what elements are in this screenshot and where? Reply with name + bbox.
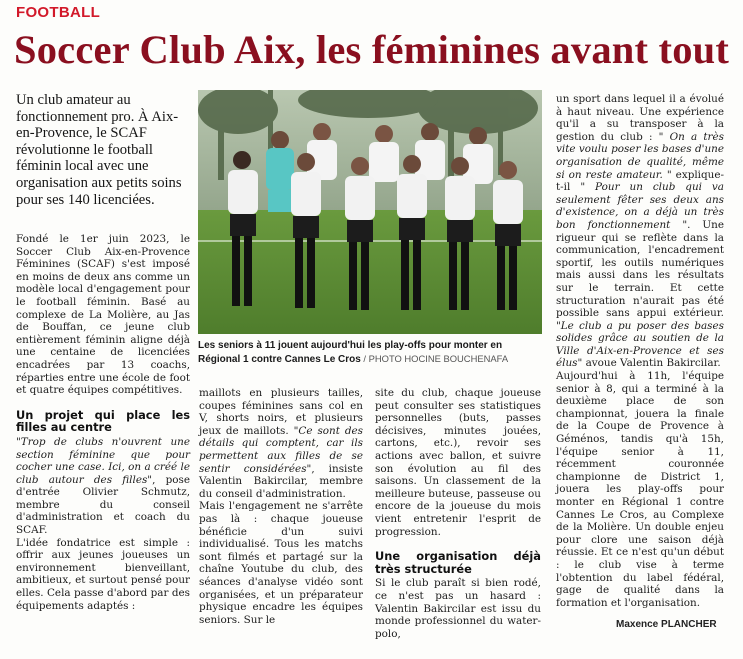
article-lead: Un club amateur au fonctionnement pro. À Aix-en-Provence, le SCAF révolutionne le football féminin local avec une organisation aux petits soins pour ses 140 licenciées. xyxy=(16,92,182,208)
article-headline: Soccer Club Aix, les féminines avant tout xyxy=(14,27,730,72)
team-photo xyxy=(198,90,542,334)
quote: "Trop de clubs n'ouvrent une section féminine que pour cocher une case. Ici, on a créé le club autour des filles" xyxy=(16,435,190,486)
paragraph: Si le club paraît si bien rodé, ce n'est pas un hasard : Valentin Bakircilar est issu du monde professionnel du water-polo, xyxy=(375,577,541,640)
caption-text: Les seniors à 11 jouent aujourd'hui les play-offs pour monter en Régional 1 contre Cannes Le Cros xyxy=(198,340,503,365)
quote: "Ce sont des détails qui comptent, car ils permettent aux filles de se sentir considérées" xyxy=(199,424,363,475)
text-run: un sport dans lequel il a évolué à haut niveau. Une expérience qu'il a su transposer à la gestion du club : xyxy=(556,93,724,143)
quote: "Le club a pu poser des bases solides grâce au soutien de la Ville d'Aix-en-Provence et ses élus" xyxy=(556,319,724,370)
paragraph xyxy=(199,387,363,500)
paragraph: Aujourd'hui à 11h, l'équipe senior à 8, qui a terminé à la deuxième place de son championnat, jouera la finale de la Coupe de Provence à Géménos, tandis qu'à 15h, l'équipe senior à 11, récemment couronnée championne de District 1, jouera les play-offs pour monter en Régional 1 contre Cannes Le Cros, au Complexe de la Molière. Un double enjeu pour clore une saison déjà réussie. Et ce n'est qu'un début : le club vise à terme l'obtention du label fédéral, gage de qualité dans la formation et l'organisation. xyxy=(556,370,724,609)
text-run: , pose d'entrée Olivier Schmutz, membre du conseil d'administration et coach du SCAF. xyxy=(16,473,191,537)
paragraph xyxy=(16,436,190,537)
article-column-2 xyxy=(199,387,363,626)
article-column-4 xyxy=(556,93,724,609)
quote: " Pour un club qui va seulement fêter ses deux ans d'existence, on a déjà un très bon fonctionnement " xyxy=(556,181,724,231)
paragraph xyxy=(556,93,724,370)
article-column-1 xyxy=(16,233,190,612)
quote: " On a très vite voulu poser les bases d'une organisation de qualité, même si on reste amateur. " xyxy=(556,130,724,181)
paragraph: Fondé le 1er juin 2023, le Soccer Club Aix-en-Provence Féminines (SCAF) s'est imposé en moins de deux ans comme un modèle local d'engagement pour le football féminin. Basé au complexe de La Molière, au Jas de Bouffan, ce jeune club entièrement féminin aligne déjà une centaine de licenciées encadrées par 13 coachs, réparties entre une école de foot et quatre équipes compétitives. xyxy=(16,233,190,397)
author-byline: Maxence PLANCHER xyxy=(616,619,717,630)
text-run: , insiste Valentin Bakircilar, membre du conseil d'administration. xyxy=(199,462,364,500)
paragraph: L'idée fondatrice est simple : offrir aux jeunes joueuses un environnement bienveillant, ambitieux, et surtout pensé pour elles. Cela passe d'abord par des équipements adaptés : xyxy=(16,536,190,612)
text-run: maillots en plusieurs tailles, coupes féminines sans col en V, shorts noirs, et plusieurs jeux de maillots. xyxy=(199,387,363,437)
paragraph: site du club, chaque joueuse peut consulter ses statistiques personnelles (buts, passes décisives, minutes jouées, cartons, etc.), revoir ses actions avec ballon, et suivre son évolution au fil des saisons. Un classement de la meilleure buteuse, passeuse ou encore de la joueuse du mois vient entretenir l'esprit de progression. xyxy=(375,387,541,538)
subheading: Une organisation déjà très structurée xyxy=(375,549,541,576)
subheading: Un projet qui place les filles au centre xyxy=(16,407,190,435)
text-run: . Une rigueur qui se reflète dans la communication, l'encadrement sportif, les outils numériques mais aussi dans les résultats sur le terrain. Et cette structuration n'aurait pas été possible sans appui extérieur. xyxy=(556,218,724,320)
photo-credit: / PHOTO HOCINE BOUCHENAFA xyxy=(360,352,509,364)
paragraph: Mais l'engagement ne s'arrête pas là : chaque joueuse bénéficie d'un suivi individualisé. Tous les matchs sont filmés et partagé sur la chaîne Youtube du club, des séances d'analyse vidéo sont organisées, et un préparateur physique encadre les équipes seniors. Sur le xyxy=(199,500,363,626)
text-run: avoue Valentin Bakircilar. xyxy=(582,357,721,370)
article-column-3 xyxy=(375,387,541,640)
photo-caption xyxy=(198,340,543,367)
section-label: FOOTBALL xyxy=(16,4,101,21)
text-run: explique-t-il xyxy=(556,168,724,194)
